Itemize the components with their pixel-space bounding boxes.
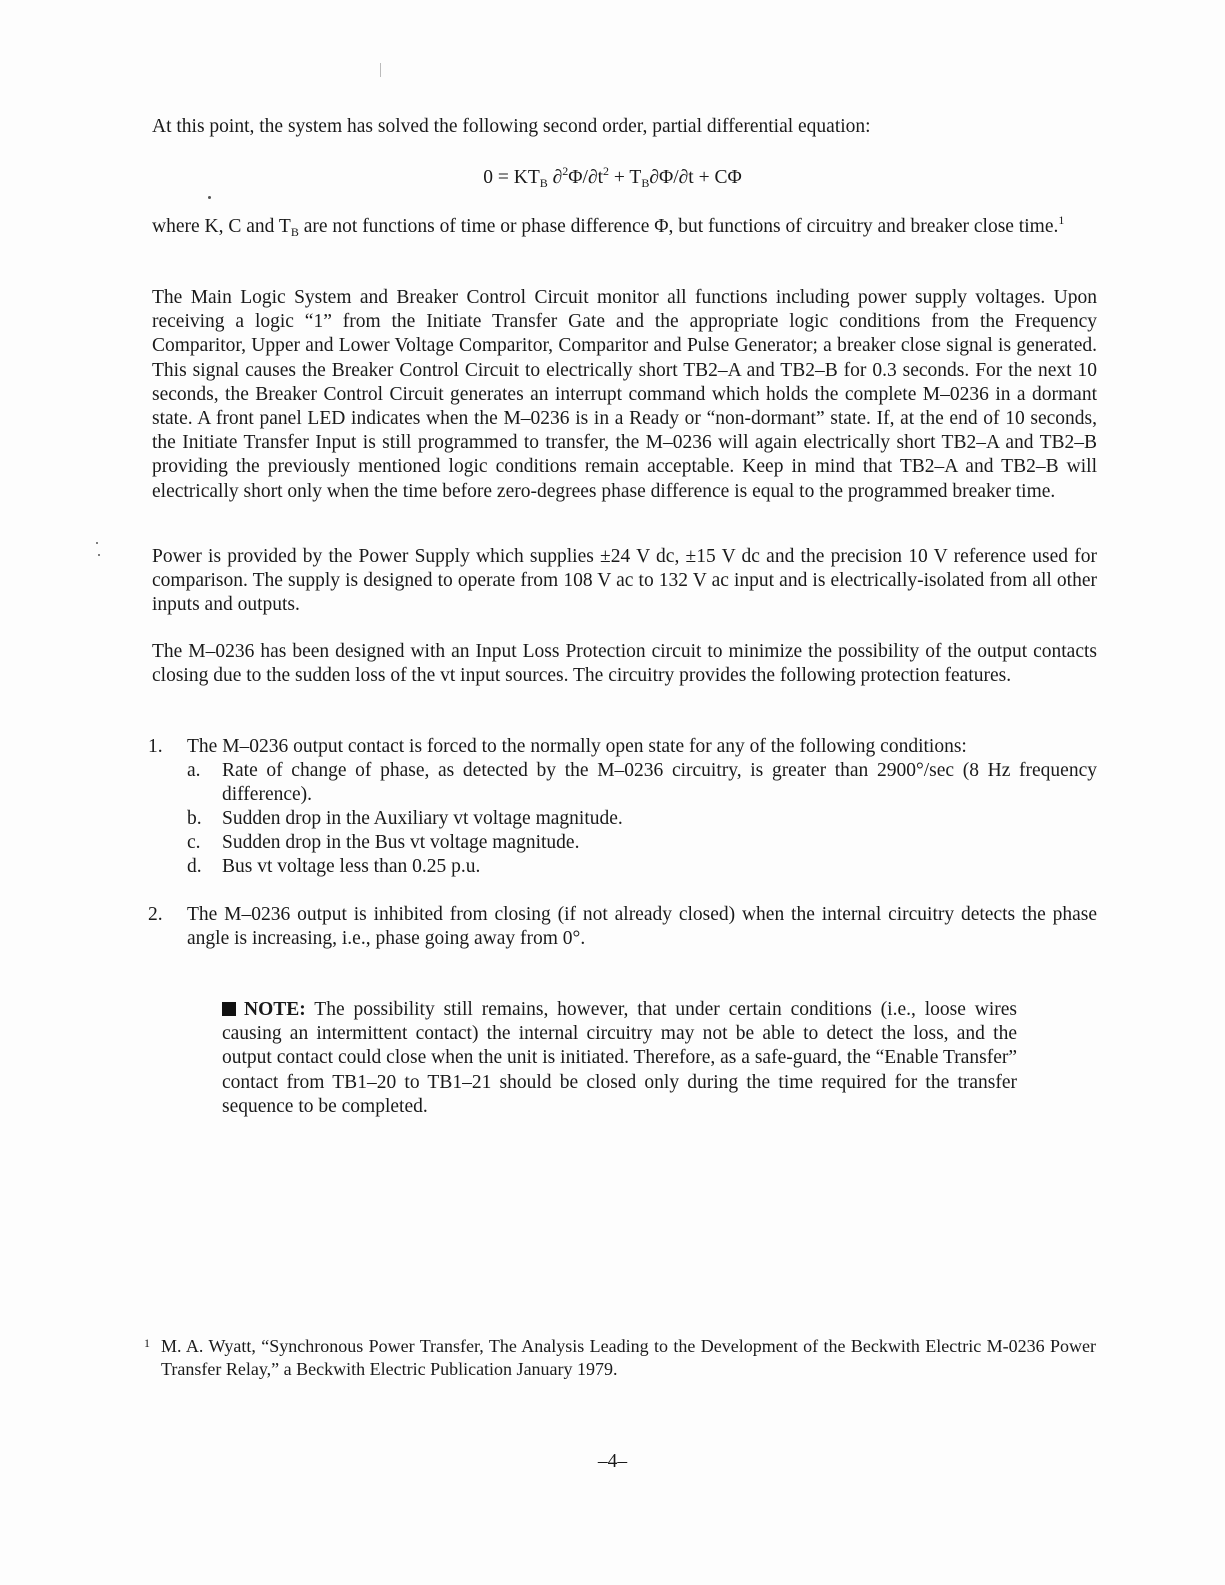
list-item-1-number: 1. xyxy=(148,736,163,757)
equation-subscript-2: B xyxy=(641,176,650,190)
list-subitem-a-text: Rate of change of phase, as detected by the M–0236 circuitry, is greater than 2900°/sec (8 Hz frequency difference). xyxy=(222,760,1097,806)
equation-subscript-1: B xyxy=(539,176,548,190)
equation-part-3: Φ/∂t xyxy=(568,167,604,188)
note-square-icon xyxy=(222,1002,236,1016)
list-subitem-a-letter: a. xyxy=(187,760,201,781)
equation-part-5: ∂Φ/∂t + CΦ xyxy=(649,167,742,188)
where-text-post: are not functions of time or phase difference Φ, but functions of circuitry and breaker close time. xyxy=(298,216,1059,237)
main-logic-paragraph: The Main Logic System and Breaker Control Circuit monitor all functions including power supply voltages. Upon receiving a logic “1” from the Initiate Transfer Gate and the appropriate logic conditions from the Frequency Comparitor, Upper and Lower Voltage Comparitor, Comparitor and Pulse Generator; a breaker close signal is generated. This signal causes the Breaker Control Circuit to electrically short TB2–A and TB2–B for 0.3 seconds. For the next 10 seconds, the Breaker Control Circuit generates an interrupt command which holds the complete M–0236 in a dormant state. A front panel LED indicates when the M–0236 is in a Ready or “non-dormant” state. If, at the end of 10 seconds, the Initiate Transfer Input is still programmed to transfer, the M–0236 will again electrically short TB2–A and TB2–B providing the previously mentioned logic conditions remain acceptable. Keep in mind that TB2–A and TB2–B will electrically short only when the time before zero-degrees phase difference is equal to the programmed breaker time. xyxy=(152,287,1097,502)
equation-part-1: 0 = KT xyxy=(483,167,540,188)
equation-superscript-1: 2 xyxy=(562,164,569,178)
page-number: –4– xyxy=(597,1451,628,1472)
list-subitem-d-text: Bus vt voltage less than 0.25 p.u. xyxy=(222,856,481,877)
scan-speck xyxy=(208,196,211,199)
equation-part-4: + T xyxy=(609,167,642,188)
list-subitem-d-letter: d. xyxy=(187,856,202,877)
note-text: The possibility still remains, however, that under certain conditions (i.e., loose wires causing an intermittent contact) the internal circuitry may not be able to detect the loss, and the output contact could close when the unit is initiated. Therefore, as a safe-guard, the “Enable Transfer” contact from TB1–20 to TB1–21 should be closed only during the time required for the transfer sequence to be completed. xyxy=(222,999,1017,1117)
list-item-1-text: The M–0236 output contact is forced to the normally open state for any of the following conditions: xyxy=(187,736,967,757)
list-subitem-c-text: Sudden drop in the Bus vt voltage magnitude. xyxy=(222,832,580,853)
intro-paragraph: At this point, the system has solved the following second order, partial differential equation: xyxy=(152,116,871,137)
equation-part-2: ∂ xyxy=(547,167,563,188)
list-item-2-number: 2. xyxy=(148,904,163,925)
where-subscript: B xyxy=(290,225,299,239)
footnote-reference: 1 xyxy=(1058,213,1065,227)
list-subitem-c-letter: c. xyxy=(187,832,201,853)
list-subitem-b-text: Sudden drop in the Auxiliary vt voltage magnitude. xyxy=(222,808,623,829)
footnote-text: M. A. Wyatt, “Synchronous Power Transfer, The Analysis Leading to the Development of the Beckwith Electric M-0236 Power Transfer Relay,” a Beckwith Electric Publication January 1979. xyxy=(161,1336,1096,1379)
where-paragraph xyxy=(152,215,1097,239)
equation-superscript-2: 2 xyxy=(603,164,610,178)
scan-speck xyxy=(98,554,100,556)
note-label: NOTE: xyxy=(244,999,306,1020)
where-text-pre: where K, C and T xyxy=(152,216,291,237)
list-subitem-b-letter: b. xyxy=(187,808,202,829)
footnote-mark: 1 xyxy=(144,1336,150,1350)
note-block xyxy=(222,998,1017,1119)
scan-speck xyxy=(96,542,98,544)
differential-equation xyxy=(0,166,1225,190)
power-supply-paragraph: Power is provided by the Power Supply which supplies ±24 V dc, ±15 V dc and the precision 10 V reference used for comparison. The supply is designed to operate from 108 V ac to 132 V ac input and is electrically-isolated from all other inputs and outputs. xyxy=(152,546,1097,616)
list-item-2-text: The M–0236 output is inhibited from closing (if not already closed) when the internal circuitry detects the phase angle is increasing, i.e., phase going away from 0°. xyxy=(187,904,1097,950)
scan-mark xyxy=(380,63,381,77)
input-loss-paragraph: The M–0236 has been designed with an Input Loss Protection circuit to minimize the possibility of the output contacts closing due to the sudden loss of the vt input sources. The circuitry provides the following protection features. xyxy=(152,641,1097,687)
